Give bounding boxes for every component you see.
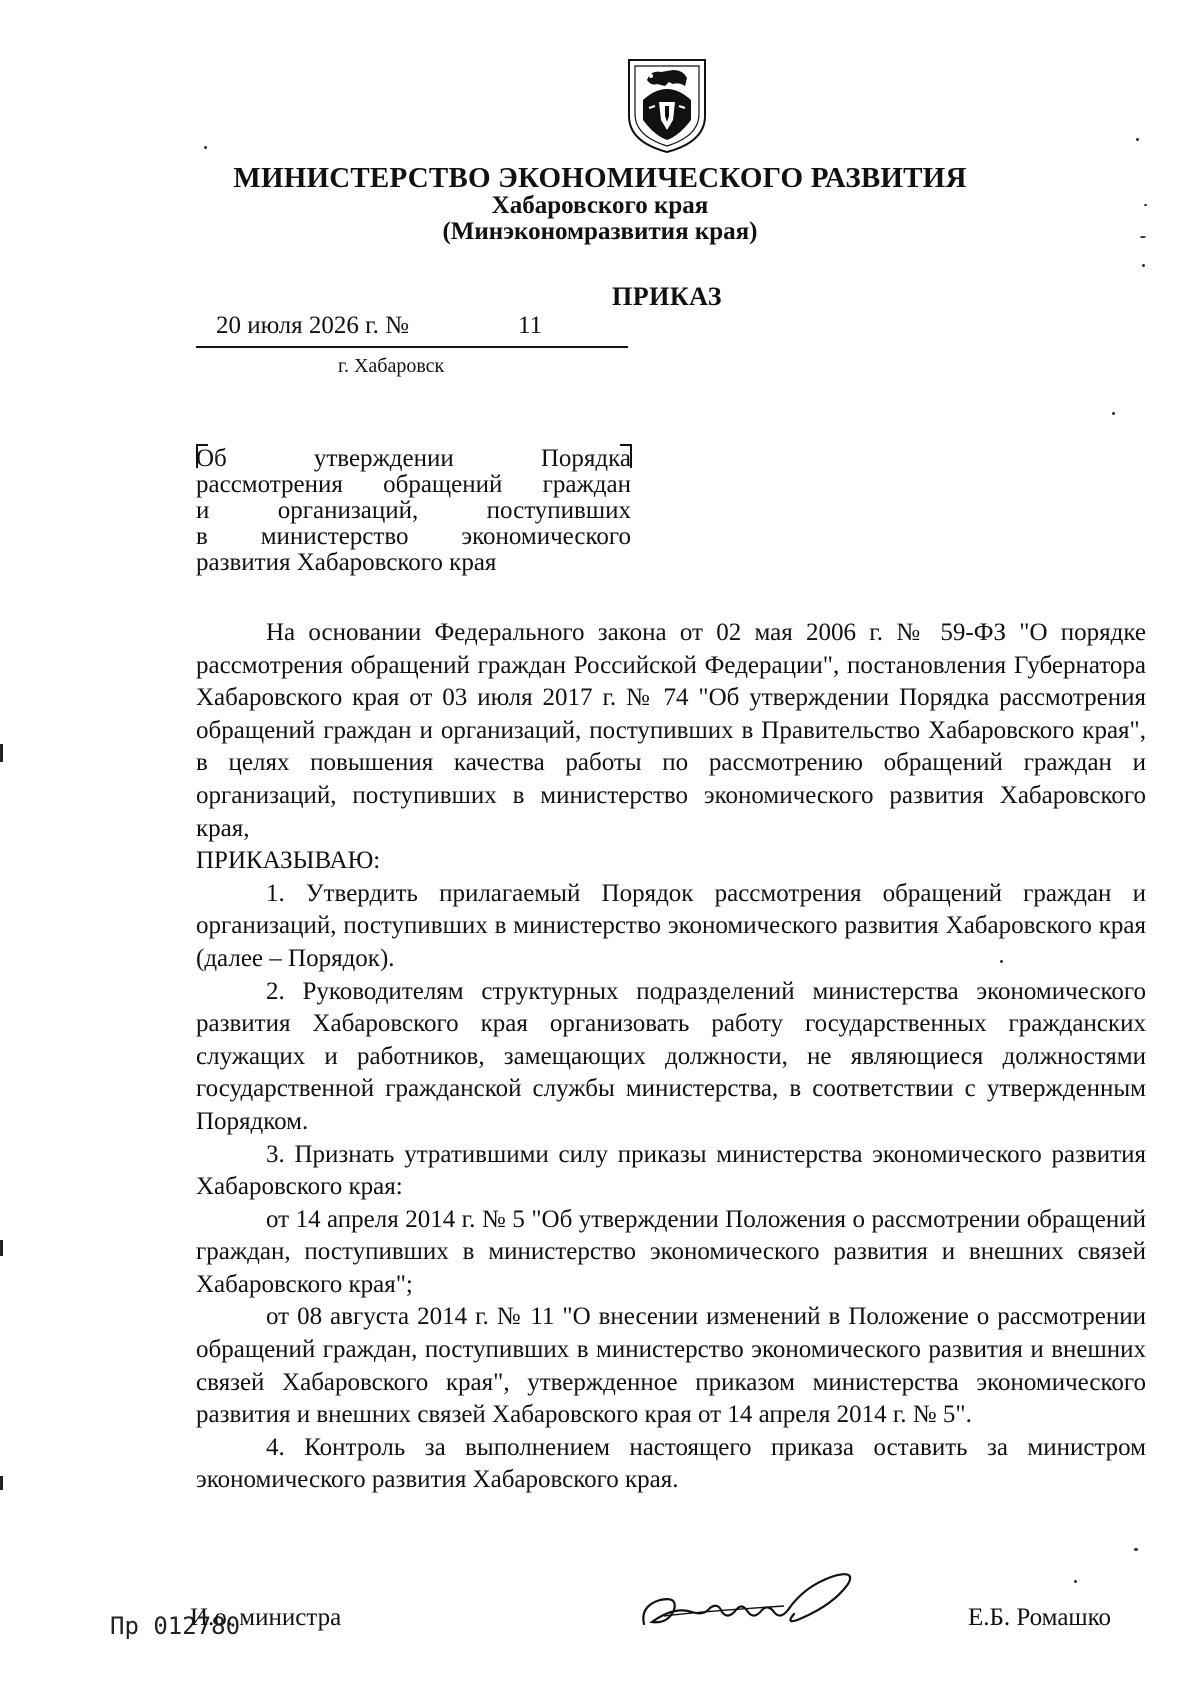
clause-3: 3. Признать утратившими силу приказы министерства экономического развития Хабаровского края:	[196, 1140, 1146, 1201]
region-name: Хабаровского края	[491, 192, 709, 219]
document-type: ПРИКАЗ	[612, 282, 723, 311]
order-body	[196, 617, 1146, 1497]
ministry-title: МИНИСТЕРСТВО ЭКОНОМИЧЕСКОГО РАЗВИТИЯ	[233, 162, 967, 194]
clause-4: 4. Контроль за выполнением настоящего приказа оставить за министром экономического развития Хабаровского края.	[196, 1433, 1146, 1494]
city-name: г. Хабаровск	[338, 355, 445, 377]
scan-speck	[1134, 1548, 1138, 1551]
subject-line: развития Хабаровского края	[196, 549, 497, 576]
date-number-line	[196, 310, 628, 348]
signatory-position: И.о. министра	[190, 1604, 342, 1631]
scan-speck	[1000, 960, 1003, 963]
order-number: 11	[518, 312, 543, 339]
scan-speck	[1136, 138, 1139, 141]
scan-edge-mark	[0, 1240, 3, 1256]
clause-3-item-2: от 08 августа 2014 г. № 11 "О внесении изменений в Положение о рассмотрении обращений граждан, поступивших в министерство экономического развития и внешних связей Хабаровского края", утвержденное приказом министерства экономического развития и внешних связей Хабаровского края от 14 апреля 2014 г. № 5".	[196, 1303, 1146, 1429]
scan-speck	[1144, 204, 1147, 206]
subject-heading	[196, 446, 631, 576]
scan-speck	[204, 146, 207, 149]
scan-edge-mark	[0, 1476, 3, 1490]
registration-stamp: Пр 012780	[110, 1612, 241, 1640]
scan-speck	[1142, 264, 1145, 267]
preamble-paragraph: На основании Федерального закона от 02 мая 2006 г. № 59-ФЗ "О порядке рассмотрения обращений граждан Российской Федерации", постановления Губернатора Хабаровского края от 03 июля 2017 г. № 74 "Об утверждении Порядка рассмотрения обращений граждан и организаций, поступивших в Правительство Хабаровского края", в целях повышения качества работы по рассмотрению обращений граждан и организаций, поступивших в министерство экономического развития Хабаровского края,	[196, 619, 1146, 842]
coat-of-arms-emblem	[621, 56, 713, 154]
subject-line: в министерство экономического	[196, 523, 631, 550]
clause-3-item-1: от 14 апреля 2014 г. № 5 "Об утверждении Положения о рассмотрении обращений граждан, поступивших в министерство экономического развития и внешних связей Хабаровского края";	[196, 1205, 1146, 1298]
scan-speck	[1074, 1580, 1077, 1583]
order-date: 20 июля 2026 г. №	[216, 312, 409, 339]
ministry-short-name: (Минэкономразвития края)	[442, 218, 758, 245]
signatory-name: Е.Б. Ромашко	[968, 1604, 1112, 1631]
scan-speck	[1140, 236, 1146, 238]
handwritten-signature	[634, 1566, 874, 1646]
clause-2: 2. Руководителям структурных подразделений министерства экономического развития Хабаровского края организовать работу государственных гражданских служащих и работников, замещающих должности, не являющиеся должностями государственной гражданской службы министерства, в соответствии с утвержденным Порядком.	[196, 977, 1146, 1135]
clause-1: 1. Утвердить прилагаемый Порядок рассмотрения обращений граждан и организаций, поступивших в министерство экономического развития Хабаровского края (далее – Порядок).	[196, 879, 1146, 972]
order-directive: ПРИКАЗЫВАЮ:	[196, 847, 381, 875]
subject-line: Об утверждении Порядка	[196, 445, 631, 472]
subject-line: и организаций, поступивших	[196, 497, 631, 524]
scan-speck	[1112, 412, 1115, 415]
scan-edge-mark	[0, 744, 3, 762]
subject-line: рассмотрения обращений граждан	[196, 471, 631, 498]
